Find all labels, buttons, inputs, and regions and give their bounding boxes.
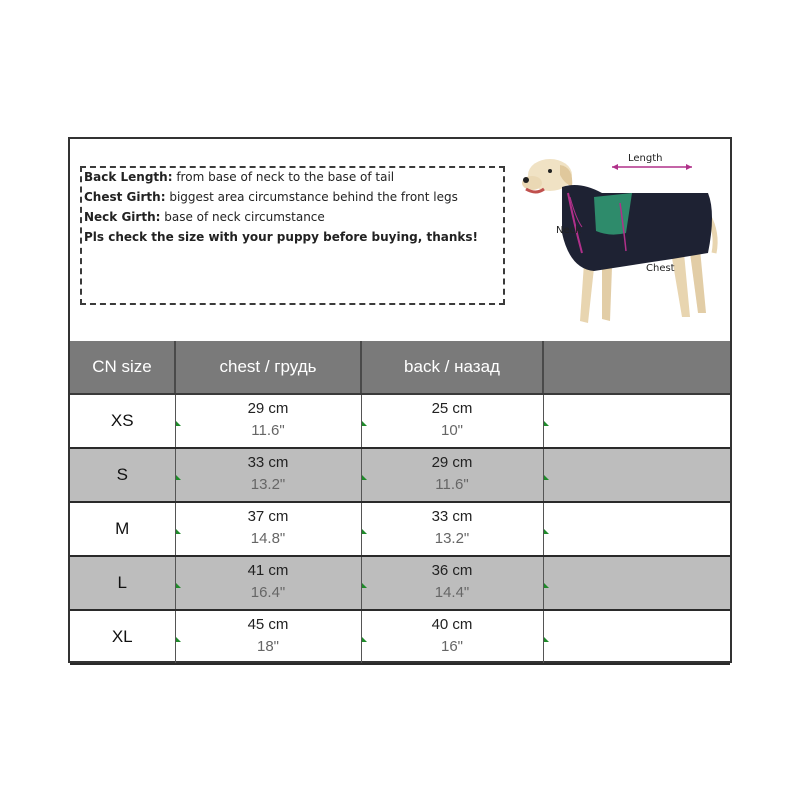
chest-cell <box>175 394 361 448</box>
cell-marker <box>176 583 181 588</box>
back-length-note <box>84 167 478 187</box>
back-length-text: from base of neck to the base of tail <box>172 170 395 184</box>
table-header-row <box>70 341 730 394</box>
chest-label: Chest <box>646 263 675 274</box>
chest-cm: 45 cm <box>247 616 289 633</box>
back-cm: 25 cm <box>431 400 473 417</box>
cell-marker <box>544 421 549 426</box>
chest-girth-note <box>84 187 478 207</box>
cell-marker <box>176 421 181 426</box>
coat-panel <box>594 193 632 235</box>
back-cell <box>361 448 543 502</box>
chest-girth-label: Chest Girth: <box>84 190 166 204</box>
cell-marker <box>176 637 181 642</box>
chest-inch: 13.2" <box>250 476 286 493</box>
back-inch: 16" <box>440 638 463 655</box>
empty-cell <box>543 448 730 502</box>
back-inch: 11.6" <box>435 476 469 493</box>
size-table <box>70 341 730 665</box>
header-size: CN size <box>70 341 175 394</box>
size-chart <box>68 137 732 663</box>
chest-inch: 16.4" <box>250 584 286 601</box>
cell-marker <box>362 421 367 426</box>
dog-hind-leg <box>690 249 706 313</box>
neck-girth-label: Neck Girth: <box>84 210 161 224</box>
back-cm: 29 cm <box>431 454 473 471</box>
size-cell: XS <box>70 394 175 448</box>
back-cell <box>361 394 543 448</box>
empty-cell <box>543 502 730 556</box>
dog-front-leg <box>602 265 612 321</box>
back-length-label: Back Length: <box>84 170 173 184</box>
neck-girth-note <box>84 207 478 227</box>
dog-nose <box>523 177 529 183</box>
dog-eye <box>548 169 552 173</box>
neck-girth-text: base of neck circumstance <box>160 210 325 224</box>
measurement-notes <box>84 167 478 247</box>
cell-marker <box>362 637 367 642</box>
length-arrow-left <box>612 164 618 170</box>
size-cell: S <box>70 448 175 502</box>
cell-marker <box>362 583 367 588</box>
cell-marker <box>544 475 549 480</box>
cell-marker <box>176 529 181 534</box>
empty-cell <box>543 556 730 610</box>
table-row <box>70 556 730 610</box>
neck-label: Neck <box>556 225 581 236</box>
cell-marker <box>544 637 549 642</box>
advice-text: Pls check the size with your puppy before buying, thanks! <box>84 230 479 244</box>
measurement-info-panel <box>70 139 730 341</box>
size-cell: M <box>70 502 175 556</box>
header-empty <box>543 341 730 394</box>
size-cell: XL <box>70 610 175 664</box>
table-row <box>70 394 730 448</box>
back-inch: 10" <box>440 422 463 439</box>
empty-cell <box>543 610 730 664</box>
dog-front-leg <box>580 263 594 323</box>
back-cm: 36 cm <box>431 562 473 579</box>
back-cell <box>361 502 543 556</box>
chest-cm: 41 cm <box>247 562 289 579</box>
header-back: back / назад <box>361 341 543 394</box>
header-chest: chest / грудь <box>175 341 361 394</box>
chest-cell <box>175 448 361 502</box>
size-cell: L <box>70 556 175 610</box>
cell-marker <box>544 583 549 588</box>
back-cm: 40 cm <box>431 616 473 633</box>
back-cm: 33 cm <box>431 508 473 525</box>
length-arrow-right <box>686 164 692 170</box>
empty-cell <box>543 394 730 448</box>
chest-inch: 11.6" <box>251 422 285 439</box>
coat-body <box>562 185 712 271</box>
table-row <box>70 448 730 502</box>
chest-cell <box>175 610 361 664</box>
table-row <box>70 502 730 556</box>
advice-note <box>84 227 478 247</box>
chest-cm: 33 cm <box>247 454 289 471</box>
cell-marker <box>362 529 367 534</box>
back-inch: 13.2" <box>434 530 470 547</box>
cell-marker <box>176 475 181 480</box>
chest-cm: 29 cm <box>247 400 289 417</box>
dog-measurement-diagram <box>522 153 722 333</box>
chest-girth-text: biggest area circumstance behind the front legs <box>165 190 458 204</box>
chest-inch: 18" <box>256 638 279 655</box>
back-cell <box>361 556 543 610</box>
cell-marker <box>362 475 367 480</box>
chest-cell <box>175 556 361 610</box>
back-cell <box>361 610 543 664</box>
chest-cm: 37 cm <box>247 508 289 525</box>
length-label: Length <box>628 153 663 164</box>
chest-cell <box>175 502 361 556</box>
dog-illustration <box>522 153 722 333</box>
back-inch: 14.4" <box>434 584 470 601</box>
cell-marker <box>544 529 549 534</box>
table-row <box>70 610 730 664</box>
chest-inch: 14.8" <box>250 530 286 547</box>
